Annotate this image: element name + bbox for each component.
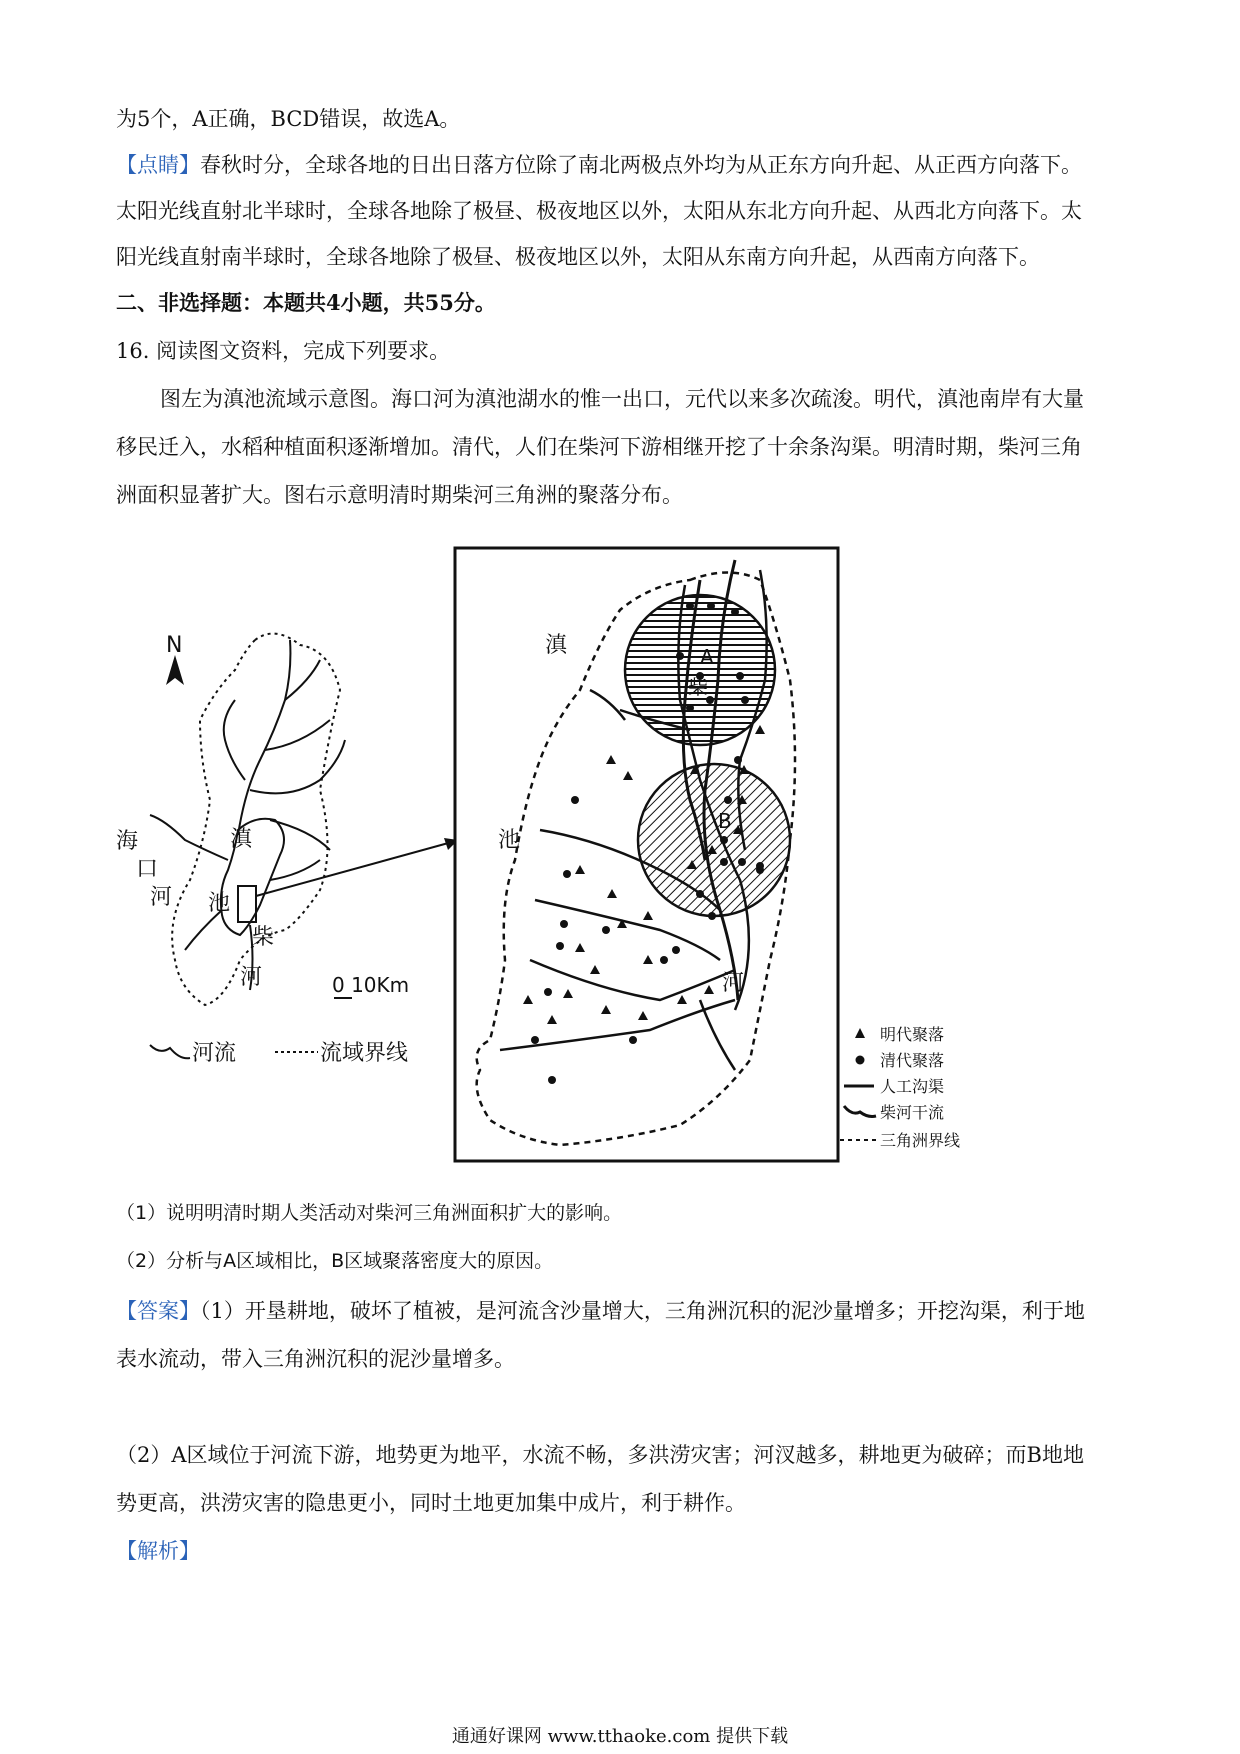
qing-settlement-marker bbox=[544, 988, 552, 996]
footer: 通通好课网 www.tthaoke.com 提供下载 bbox=[451, 1726, 789, 1747]
left-chi-label: 池 bbox=[208, 891, 231, 916]
legend-main-river-icon bbox=[844, 1106, 876, 1117]
qing-settlement-marker bbox=[676, 652, 684, 660]
rivers bbox=[150, 640, 345, 990]
qing-settlement-marker bbox=[672, 946, 680, 954]
question-16: 16. 阅读图文资料，完成下列要求。 bbox=[116, 339, 451, 363]
qing-settlement-marker bbox=[734, 756, 742, 764]
text-line-4: 阳光线直射南半球时，全球各地除了极昼、极夜地区以外，太阳从东南方向升起，从西南方向落下。 bbox=[116, 245, 1040, 269]
text-line-3: 太阳光线直射北半球时，全球各地除了极昼、极夜地区以外，太阳从东北方向升起、从西北方向落下。太 bbox=[116, 199, 1082, 223]
qing-settlement-marker bbox=[756, 862, 764, 870]
qing-settlement-marker bbox=[571, 796, 579, 804]
legend-delta-boundary-label: 三角洲界线 bbox=[880, 1131, 961, 1150]
right-chi-label: 池 bbox=[498, 828, 521, 853]
material-line-3: 洲面积显著扩大。图右示意明清时期柴河三角洲的聚落分布。 bbox=[116, 483, 683, 507]
answer-line-3: （2）A区域位于河流下游，地势更为地平，水流不畅，多洪涝灾害；河汊越多，耕地更为破碎；而B地地 bbox=[116, 1443, 1084, 1467]
right-map bbox=[455, 548, 960, 1161]
zone-a-chai-label: 柴 bbox=[688, 675, 708, 699]
right-dian-label: 滇 bbox=[545, 633, 568, 658]
answer-line-4: 势更高，洪涝灾害的隐患更小，同时土地更加集中成片，利于耕作。 bbox=[116, 1491, 746, 1515]
qing-settlement-marker bbox=[720, 858, 728, 866]
text-line-1: 为5个，A正确，BCD错误，故选A。 bbox=[116, 107, 461, 131]
qing-settlement-marker bbox=[686, 704, 694, 712]
left-map bbox=[116, 633, 458, 1066]
qing-settlement-marker bbox=[563, 870, 571, 878]
qing-settlement-marker bbox=[696, 890, 704, 898]
legend-river-icon bbox=[150, 1045, 190, 1058]
material-line-2: 移民迁入，水稻种植面积逐渐增加。清代，人们在柴河下游相继开挖了十余条沟渠。明清时期，柴河三角 bbox=[116, 435, 1082, 459]
qing-settlement-marker bbox=[741, 696, 749, 704]
legend-qing-label: 清代聚落 bbox=[880, 1051, 945, 1070]
material-line-1: 图左为滇池流域示意图。海口河为滇池湖水的惟一出口，元代以来多次疏浚。明代，滇池南岸有大量 bbox=[160, 387, 1084, 411]
analysis-tag: 【解析】 bbox=[116, 1539, 200, 1563]
sub-question-2: （2）分析与A区域相比，B区域聚落密度大的原因。 bbox=[116, 1250, 554, 1272]
north-arrow-icon bbox=[166, 655, 184, 685]
qing-settlement-marker bbox=[731, 608, 739, 616]
answer-line-2: 表水流动，带入三角洲沉积的泥沙量增多。 bbox=[116, 1347, 515, 1371]
left-he-label: 河 bbox=[240, 965, 263, 990]
qing-settlement-marker bbox=[736, 672, 744, 680]
legend-ming-icon bbox=[855, 1028, 865, 1038]
qing-settlement-marker bbox=[660, 956, 668, 964]
zone-b-label: B bbox=[718, 809, 732, 833]
legend-canal-label: 人工沟渠 bbox=[880, 1077, 945, 1096]
dianjing-text: 春秋时分，全球各地的日出日落方位除了南北两极点外均为从正东方向升起、从正西方向落下。 bbox=[200, 153, 1082, 177]
dianjing-tag: 【点睛】 bbox=[116, 153, 200, 177]
qing-settlement-marker bbox=[686, 602, 694, 610]
north-label: N bbox=[166, 633, 183, 658]
qing-settlement-marker bbox=[548, 1076, 556, 1084]
right-he-label: 河 bbox=[722, 971, 745, 996]
section-heading: 二、非选择题：本题共4小题，共55分。 bbox=[116, 290, 496, 315]
haikou-label-3: 河 bbox=[150, 885, 173, 910]
left-chai-label: 柴 bbox=[252, 925, 275, 950]
legend-river-label: 河流 bbox=[192, 1041, 237, 1066]
legend-boundary-label: 流域界线 bbox=[320, 1041, 409, 1066]
sub-question-1: （1）说明明清时期人类活动对柴河三角洲面积扩大的影响。 bbox=[116, 1202, 623, 1224]
qing-settlement-marker bbox=[720, 836, 728, 844]
qing-settlement-marker bbox=[708, 912, 716, 920]
qing-settlement-marker bbox=[629, 1036, 637, 1044]
qing-settlement-marker bbox=[602, 926, 610, 934]
qing-settlement-marker bbox=[531, 1036, 539, 1044]
qing-settlement-marker bbox=[560, 920, 568, 928]
scale-label: 0 10Km bbox=[332, 973, 410, 997]
legend-ming-label: 明代聚落 bbox=[880, 1025, 945, 1044]
answer-1a: （1）开垦耕地，破坏了植被，是河流含沙量增大，三角洲沉积的泥沙量增多；开挖沟渠，利于地 bbox=[200, 1299, 1085, 1323]
qing-settlement-marker bbox=[724, 796, 732, 804]
qing-settlement-marker bbox=[556, 942, 564, 950]
zoom-arrow bbox=[256, 842, 452, 896]
haikou-label-1: 海 bbox=[116, 829, 139, 854]
answer-line-1 bbox=[116, 1296, 1085, 1326]
zone-a-label: A bbox=[700, 645, 714, 669]
qing-settlement-marker bbox=[738, 858, 746, 866]
legend-main-river-label: 柴河干流 bbox=[880, 1103, 945, 1122]
haikou-label-2: 口 bbox=[136, 857, 159, 882]
legend-qing-icon bbox=[856, 1056, 865, 1065]
answer-tag: 【答案】 bbox=[116, 1299, 200, 1323]
left-dian-label: 滇 bbox=[230, 827, 253, 852]
qing-settlement-marker bbox=[707, 602, 715, 610]
